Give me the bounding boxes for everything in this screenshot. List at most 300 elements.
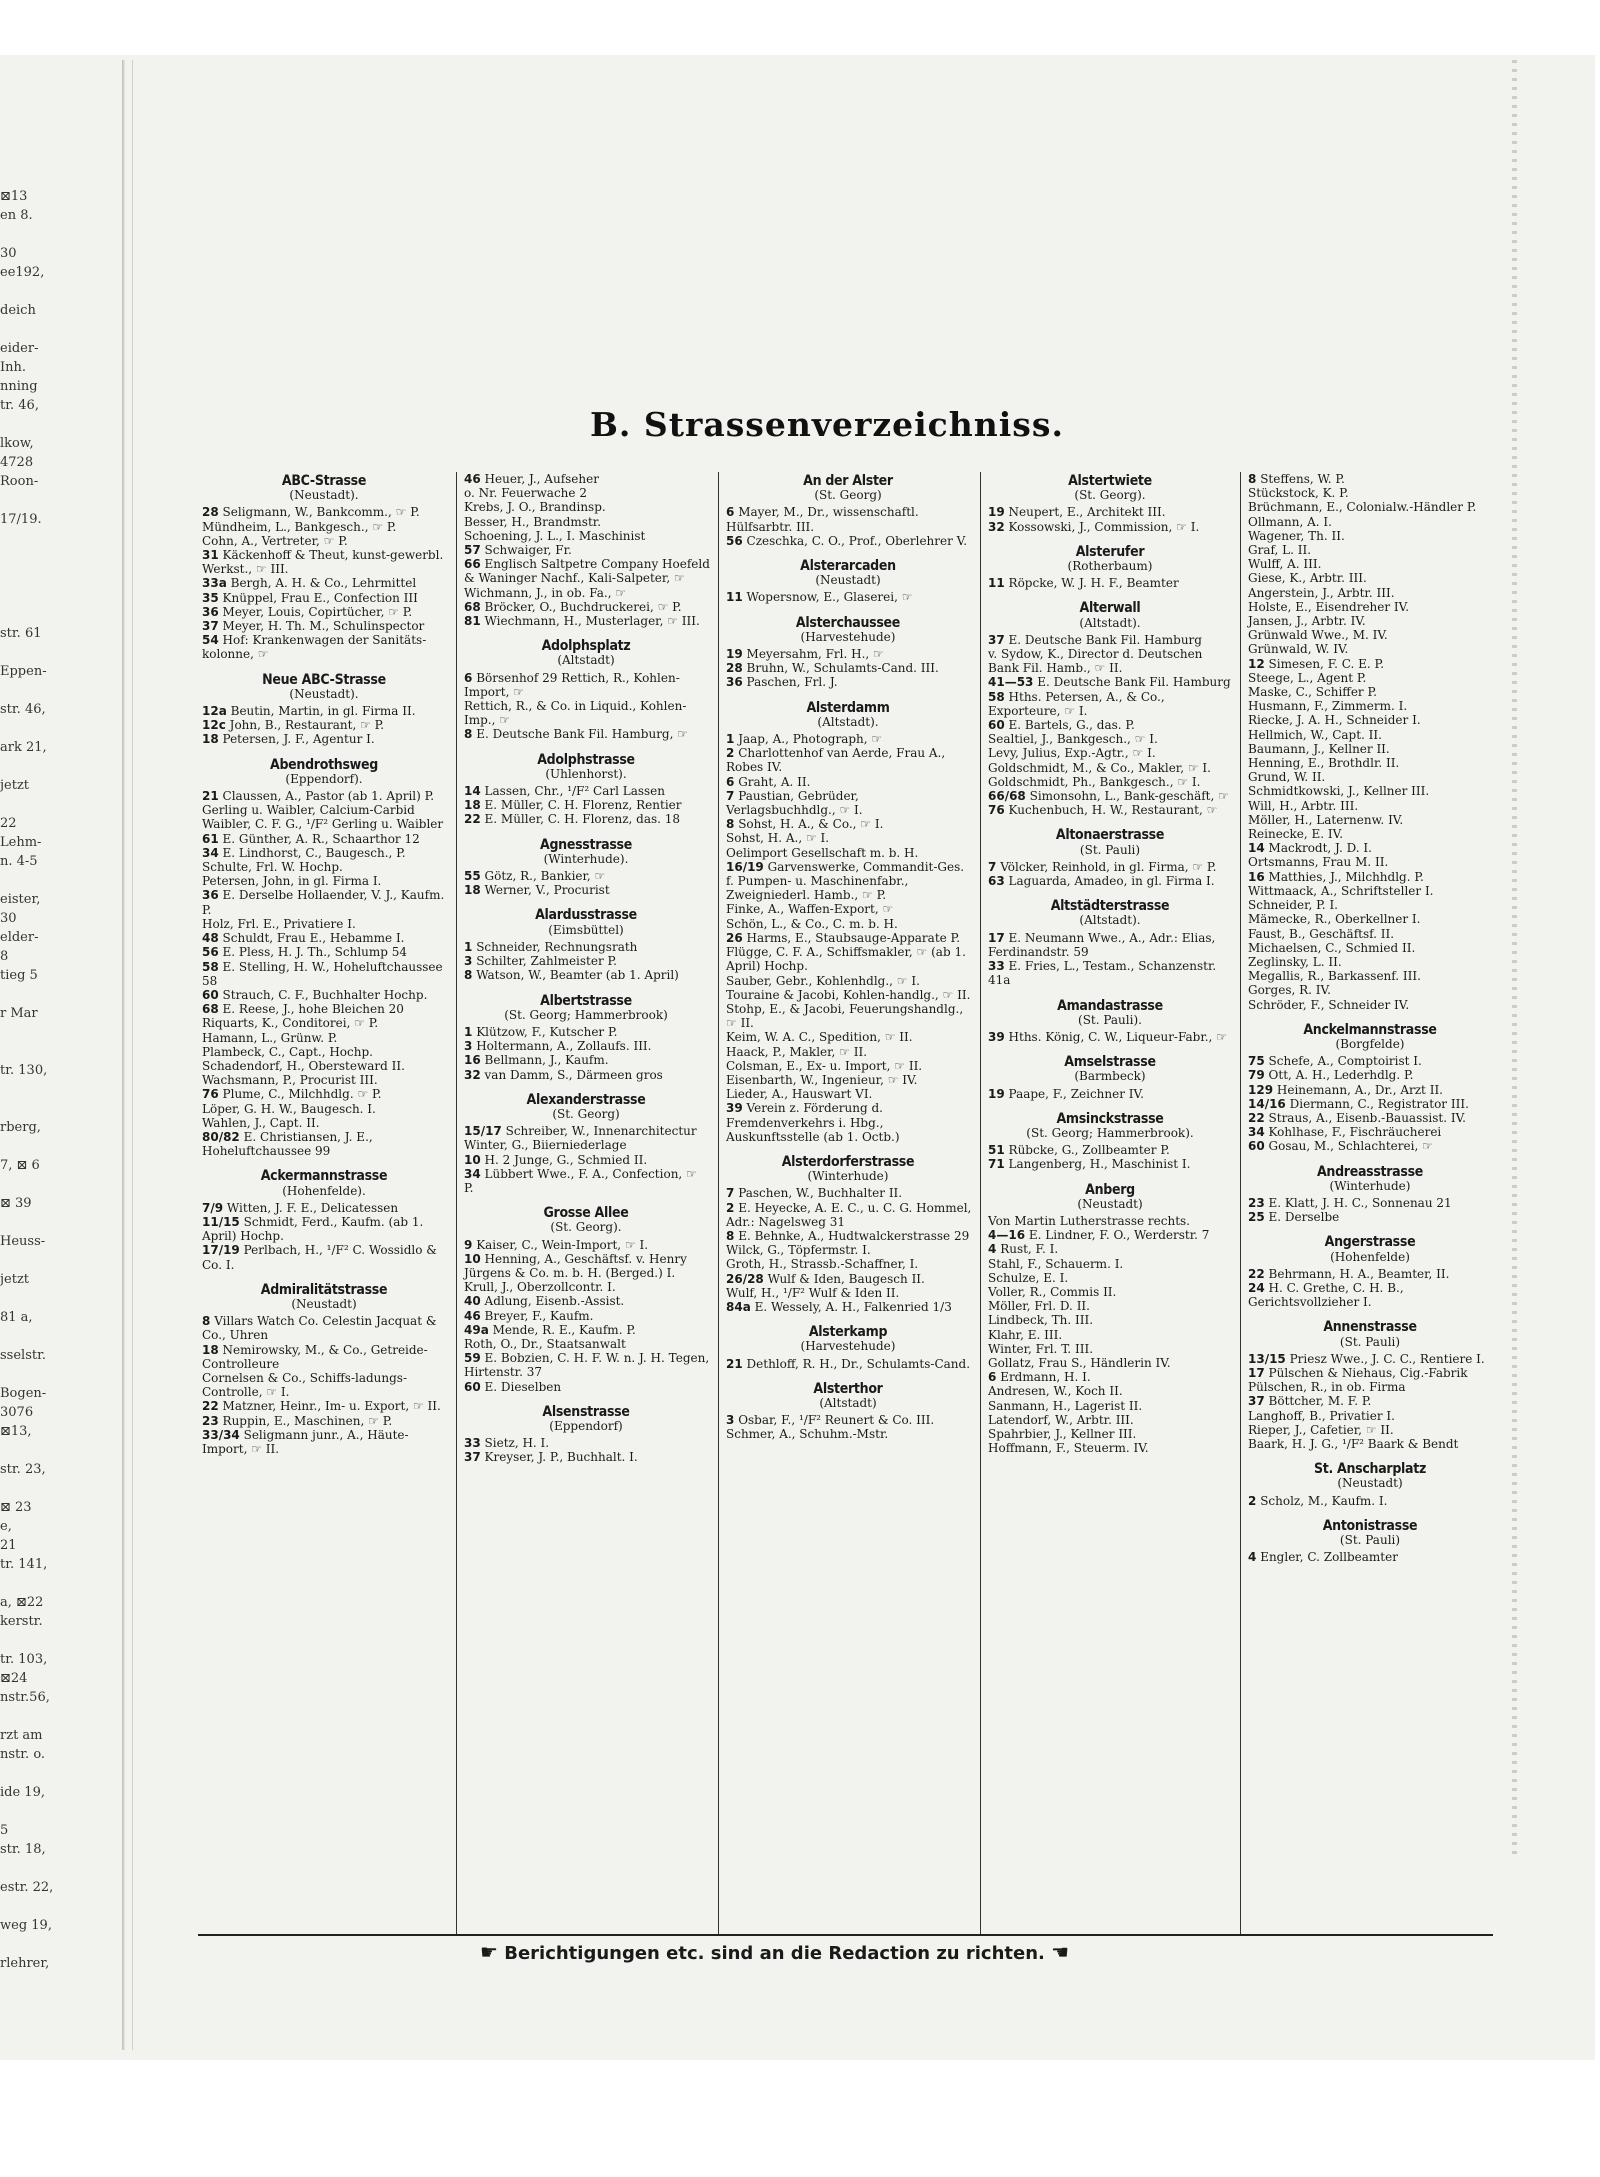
resident-text: Klützow, F., Kutscher P. <box>476 1024 618 1039</box>
fragment-line <box>0 606 78 625</box>
directory-entry <box>1244 486 1496 500</box>
fragment-line <box>0 150 78 169</box>
fragment-line: ark 21, <box>0 740 47 755</box>
directory-entry <box>198 633 450 661</box>
resident-text: Ollmann, A. I. <box>1248 514 1332 529</box>
directory-entry <box>1244 969 1496 983</box>
directory-entry <box>198 860 450 874</box>
directory-entry <box>722 860 974 903</box>
house-number: 84a <box>726 1299 751 1314</box>
directory-entry <box>198 1087 450 1101</box>
resident-text: Löper, G. H. W., Baugesch. I. <box>202 1101 376 1116</box>
directory-entry <box>198 1002 450 1016</box>
resident-text: Knüppel, Frau E., Confection III <box>222 590 418 605</box>
house-number: 18 <box>202 732 219 747</box>
directory-entry <box>1244 699 1496 713</box>
resident-text: Klahr, E. III. <box>988 1327 1063 1342</box>
resident-text: Strauch, C. F., Buchhalter Hochp. <box>222 987 428 1002</box>
footer-text: Berichtigungen etc. sind an die Redaction zu richten. <box>504 1943 1045 1964</box>
directory-entry <box>198 846 450 860</box>
directory-entry <box>198 1201 450 1215</box>
house-number: 57 <box>464 543 481 558</box>
house-number: 49a <box>464 1322 489 1337</box>
house-number: 14 <box>1248 841 1265 856</box>
street-heading: Neue ABC-Strasse <box>262 671 386 688</box>
house-number: 12a <box>202 704 227 719</box>
fragment-line: jetzt <box>0 778 30 793</box>
fragment-line <box>0 1575 78 1594</box>
directory-entry <box>722 931 974 945</box>
directory-entry <box>460 968 712 982</box>
directory-entry <box>984 1356 1236 1370</box>
house-number: 3 <box>464 954 473 969</box>
resident-text: Latendorf, W., Arbtr. III. <box>988 1412 1134 1427</box>
resident-text: Henning, A., Geschäftsf. v. Henry Jürgens & Co. m. b. H. (Berged.) I. <box>464 1251 687 1280</box>
resident-text: Bergh, A. H. & Co., Lehrmittel <box>230 576 417 591</box>
directory-entry <box>1244 586 1496 600</box>
district-label: (Altstadt). <box>817 714 879 729</box>
directory-entry <box>460 1337 712 1351</box>
resident-text: Lieder, A., Hauswart VI. <box>726 1087 873 1102</box>
house-number: 23 <box>202 1413 219 1428</box>
house-number: 129 <box>1248 1082 1274 1097</box>
directory-entry <box>460 1053 712 1067</box>
fragment-line: e, <box>0 1519 12 1534</box>
resident-text: Holtermann, A., Zollaufs. III. <box>476 1039 652 1054</box>
house-number: 17 <box>988 930 1005 945</box>
district-label: (Borgfelde) <box>1335 1036 1405 1051</box>
resident-text: Petersen, J. F., Agentur I. <box>222 732 375 747</box>
directory-entry <box>722 1045 974 1059</box>
directory-column-3 <box>722 472 974 1930</box>
resident-text: Plambeck, C., Capt., Hochp. <box>202 1044 373 1059</box>
resident-text: Schneider, Rechnungsrath <box>476 939 638 954</box>
house-number: 2 <box>726 1200 735 1215</box>
street-heading: Alstertwiete <box>1068 473 1152 489</box>
directory-entry <box>722 1101 974 1144</box>
resident-text: Besser, H., Brandmstr. <box>464 514 602 529</box>
resident-text: Ruppin, E., Maschinen, ☞ P. <box>222 1413 393 1428</box>
house-number: 76 <box>202 1087 219 1102</box>
resident-text: Stahl, F., Schauerm. I. <box>988 1256 1124 1271</box>
directory-entry <box>460 1138 712 1152</box>
fragment-line: str. 18, <box>0 1842 46 1857</box>
directory-entry <box>1244 870 1496 884</box>
directory-entry <box>460 1124 712 1138</box>
resident-text: Schmidtkowski, J., Kellner III. <box>1248 784 1430 799</box>
house-number: 8 <box>464 968 473 983</box>
house-number: 58 <box>202 959 219 974</box>
street-heading: Alsterchaussee <box>795 614 901 631</box>
resident-text: Gerling u. Waibler, Calcium-Carbid <box>202 803 415 818</box>
resident-text: E. Derselbe Hollaender, V. J., Kaufm. P. <box>202 888 445 917</box>
resident-text: Rieper, J., Cafetier, ☞ II. <box>1248 1422 1394 1437</box>
district-label: (St. Pauli). <box>1078 1012 1142 1027</box>
street-heading: Alardusstrasse <box>535 907 637 924</box>
resident-text: Charlottenhof van Aerde, Frau A., Robes IV. <box>726 746 946 775</box>
fragment-line: ee192, <box>0 265 45 280</box>
house-number: 81 <box>464 614 481 629</box>
house-number: 7/9 <box>202 1200 224 1215</box>
resident-text: Hoffmann, F., Steuerm. IV. <box>988 1441 1149 1456</box>
directory-entry <box>1244 813 1496 827</box>
street-heading: ABC-Strasse <box>281 473 367 489</box>
resident-text: Dethloff, R. H., Dr., Schulamts-Cand. <box>746 1356 971 1371</box>
resident-text: Lübbert Wwe., F. A., Confection, ☞ P. <box>464 1166 697 1195</box>
directory-entry <box>198 789 450 803</box>
resident-text: Simonsohn, L., Bank-geschäft, ☞ <box>1029 789 1229 804</box>
district-label: (Winterhude) <box>1329 1178 1411 1193</box>
house-number: 1 <box>726 732 735 747</box>
resident-text: Roth, O., Dr., Staatsanwalt <box>464 1336 626 1351</box>
resident-text: Schwaiger, Fr. <box>484 543 572 558</box>
directory-entry <box>198 548 450 576</box>
resident-text: Riquarts, K., Conditorei, ☞ P. <box>202 1016 379 1031</box>
fragment-line <box>0 1765 78 1784</box>
resident-text: Lassen, Chr., ¹/F² Carl Lassen <box>484 784 665 799</box>
resident-text: Oelimport Gesellschaft m. b. H. <box>726 845 919 860</box>
district-label: (Harvestehude) <box>800 629 896 644</box>
district-label: (St. Pauli) <box>1339 1533 1401 1548</box>
resident-text: Möller, H., Laternenw. IV. <box>1248 812 1404 827</box>
district-label: (Uhlenhorst). <box>545 766 627 781</box>
resident-text: Meyersahm, Frl. H., ☞ <box>746 647 884 662</box>
fragment-line: n. 4-5 <box>0 854 38 869</box>
resident-text: Giese, K., Arbtr. III. <box>1248 571 1367 586</box>
directory-entry <box>460 1436 712 1450</box>
resident-text: Scholz, M., Kaufm. I. <box>1260 1493 1388 1508</box>
resident-text: Gollatz, Frau S., Händlerin IV. <box>988 1355 1171 1370</box>
directory-entry <box>722 789 974 817</box>
directory-entry <box>198 605 450 619</box>
resident-text: Colsman, E., Ex- u. Import, ☞ II. <box>726 1058 923 1073</box>
resident-text: Adlung, Eisenb.-Assist. <box>484 1294 625 1309</box>
fragment-line: weg 19, <box>0 1918 52 1933</box>
directory-entry <box>198 1059 450 1073</box>
directory-entry <box>1244 855 1496 869</box>
directory-entry <box>984 505 1236 519</box>
house-number: 19 <box>726 647 743 662</box>
resident-text: Will, H., Arbtr. III. <box>1248 798 1359 813</box>
resident-text: Hamann, L., Grünw. P. <box>202 1030 338 1045</box>
house-number: 61 <box>202 831 219 846</box>
column-divider <box>1240 472 1241 1934</box>
resident-text: Käckenhoff & Theut, kunst-gewerbl. Werkst., ☞ III. <box>202 548 444 577</box>
resident-text: Sauber, Gebr., Kohlenhdlg., ☞ I. <box>726 973 920 988</box>
resident-text: Kreyser, J. P., Buchhalt. I. <box>484 1450 638 1465</box>
house-number: 34 <box>1248 1125 1265 1140</box>
street-heading: An der Alster <box>803 473 893 489</box>
resident-text: Goldschmidt, Ph., Bankgesch., ☞ I. <box>988 774 1201 789</box>
directory-entry <box>198 1102 450 1116</box>
resident-text: E. Günther, A. R., Schaarthor 12 <box>222 831 420 846</box>
directory-entry <box>722 1272 974 1286</box>
directory-entry <box>1244 941 1496 955</box>
resident-text: E. Deutsche Bank Fil. Hamburg <box>1008 632 1202 647</box>
directory-entry <box>460 1068 712 1082</box>
district-label: (Altstadt). <box>1079 615 1141 630</box>
resident-text: Schilter, Zahlmeister P. <box>476 954 617 969</box>
house-number: 12 <box>1248 656 1265 671</box>
district-label: (Eimsbüttel) <box>548 922 624 937</box>
directory-entry <box>1244 472 1496 486</box>
fragment-line: tr. 141, <box>0 1557 48 1572</box>
directory-entry <box>198 1399 450 1413</box>
house-number: 8 <box>464 727 473 742</box>
directory-entry <box>198 874 450 888</box>
house-number: 46 <box>464 472 481 486</box>
resident-text: Möller, Frl. D. II. <box>988 1299 1090 1314</box>
resident-text: Petersen, John, in gl. Firma I. <box>202 874 382 889</box>
fragment-line <box>0 1860 78 1879</box>
fragment-line <box>0 283 78 302</box>
house-number: 10 <box>464 1251 481 1266</box>
house-number: 71 <box>988 1157 1005 1172</box>
district-label: (Neustadt) <box>1077 1196 1143 1211</box>
fragment-line: nstr.56, <box>0 1690 50 1705</box>
house-number: 59 <box>464 1351 481 1366</box>
directory-entry <box>198 520 450 534</box>
district-label: (St. Georg) <box>814 488 882 503</box>
resident-text: Kaiser, C., Wein-Import, ☞ I. <box>476 1237 649 1252</box>
resident-text: Czeschka, C. O., Prof., Oberlehrer V. <box>746 533 968 548</box>
directory-entry <box>1244 1423 1496 1437</box>
fragment-line: 30 <box>0 246 17 261</box>
resident-text: Steege, L., Agent P. <box>1248 670 1367 685</box>
resident-text: Seligmann, W., Bankcomm., ☞ P. <box>222 505 420 520</box>
house-number: 60 <box>202 987 219 1002</box>
directory-entry <box>984 959 1236 987</box>
house-number: 14 <box>464 784 481 799</box>
directory-entry <box>460 798 712 812</box>
directory-entry <box>460 543 712 557</box>
directory-entry <box>1244 642 1496 656</box>
house-number: 22 <box>1248 1110 1265 1125</box>
directory-entry <box>1244 1125 1496 1139</box>
house-number: 37 <box>1248 1394 1265 1409</box>
resident-text: Eisenbarth, W., Ingenieur, ☞ IV. <box>726 1072 918 1087</box>
resident-text: Paustian, Gebrüder, Verlagsbuchhdlg., ☞ I. <box>726 788 863 818</box>
resident-text: Rettich, R., & Co. in Liquid., Kohlen-Imp., ☞ <box>464 699 687 728</box>
fragment-line: eister, <box>0 892 41 907</box>
resident-text: Witten, J. F. E., Delicatessen <box>226 1200 399 1215</box>
resident-text: Straus, A., Eisenb.-Bauassist. IV. <box>1268 1110 1466 1125</box>
house-number: 32 <box>464 1067 481 1082</box>
resident-text: Langenberg, H., Maschinist I. <box>1008 1157 1191 1172</box>
fragment-line <box>0 1176 78 1195</box>
fragment-line <box>0 587 78 606</box>
resident-text: Brüchmann, E., Colonialw.-Händler P. <box>1248 500 1477 515</box>
page-gutter-edge <box>132 60 133 2050</box>
resident-text: Wulf, H., ¹/F² Wulf & Iden II. <box>726 1285 900 1300</box>
fragment-line <box>0 1480 78 1499</box>
house-number: 19 <box>988 1086 1005 1101</box>
street-heading: Altonaerstrasse <box>1055 827 1165 844</box>
directory-entry <box>722 1427 974 1441</box>
resident-text: Jaap, A., Photograph, ☞ <box>738 732 883 747</box>
fragment-line <box>0 416 78 435</box>
resident-text: Rübcke, G., Zollbeamter P. <box>1008 1143 1170 1158</box>
directory-entry <box>198 1428 450 1456</box>
resident-text: Hellmich, W., Capt. II. <box>1248 727 1382 742</box>
house-number: 56 <box>726 533 743 548</box>
resident-text: Wichmann, J., in ob. Fa., ☞ <box>464 585 627 600</box>
resident-text: E. Wessely, A. H., Falkenried 1/3 <box>754 1299 952 1314</box>
fragment-line: Roon- <box>0 474 39 489</box>
resident-text: Michaelsen, C., Schmied II. <box>1248 940 1416 955</box>
house-number: 76 <box>988 803 1005 818</box>
fragment-line <box>0 568 78 587</box>
directory-entry <box>984 1257 1236 1271</box>
directory-entry <box>984 1299 1236 1313</box>
directory-entry <box>984 761 1236 775</box>
house-number: 7 <box>726 1186 735 1201</box>
fragment-line <box>0 549 78 568</box>
resident-text: Claussen, A., Pastor (ab 1. April) P. <box>222 789 435 804</box>
resident-text: Götz, R., Bankier, ☞ <box>484 869 606 884</box>
house-number: 33 <box>988 959 1005 974</box>
street-heading: Alsterdamm <box>806 699 890 716</box>
directory-entry <box>722 732 974 746</box>
resident-text: Andresen, W., Koch II. <box>988 1384 1123 1399</box>
resident-text: Schröder, F., Schneider IV. <box>1248 997 1410 1012</box>
house-number: 25 <box>1248 1210 1265 1225</box>
house-number: 18 <box>464 798 481 813</box>
directory-entry <box>1244 841 1496 855</box>
fragment-line <box>0 1328 78 1347</box>
directory-entry <box>984 520 1236 534</box>
resident-text: Graf, L. II. <box>1248 543 1312 558</box>
directory-entry <box>198 619 450 633</box>
fragment-line <box>0 1632 78 1651</box>
directory-entry <box>1244 756 1496 770</box>
house-number: 33 <box>464 1436 481 1451</box>
house-number: 2 <box>726 746 735 761</box>
resident-text: Touraine & Jacobi, Kohlen-handlg., ☞ II. <box>726 987 971 1002</box>
house-number: 22 <box>1248 1266 1265 1281</box>
directory-column-1 <box>198 472 450 1930</box>
resident-text: Börsenhof 29 Rettich, R., Kohlen-Import, ☞ <box>464 670 680 699</box>
directory-entry <box>722 647 974 661</box>
resident-text: Priesz Wwe., J. C. C., Rentiere I. <box>1289 1351 1485 1366</box>
house-number: 55 <box>464 869 481 884</box>
house-number: 16/19 <box>726 859 764 874</box>
directory-entry <box>1244 770 1496 784</box>
directory-entry <box>722 505 974 533</box>
resident-text: H. 2 Junge, G., Schmied II. <box>484 1152 648 1167</box>
fragment-line: 81 a, <box>0 1310 33 1325</box>
pointing-hand-icon: ☛ <box>480 1940 498 1964</box>
fragment-line: Bogen- <box>0 1386 47 1401</box>
house-number: 66/68 <box>988 789 1026 804</box>
resident-text: Schoening, J. L., I. Maschinist <box>464 528 646 543</box>
resident-text: Sealtiel, J., Bankgesch., ☞ I. <box>988 732 1158 747</box>
directory-entry <box>198 534 450 548</box>
directory-entry <box>198 1314 450 1342</box>
resident-text: E. Derselbe <box>1268 1210 1340 1225</box>
resident-text: Paschen, Frl. J. <box>746 675 838 690</box>
fragment-line: r Mar <box>0 1006 38 1021</box>
resident-text: E. Stelling, H. W., Hoheluftchaussee 58 <box>202 959 443 988</box>
street-heading: Altstädterstrasse <box>1050 898 1170 915</box>
resident-text: Rust, F. I. <box>1000 1242 1059 1257</box>
fragment-line: sselstr. <box>0 1348 47 1363</box>
fragment-line: 4728 <box>0 455 34 470</box>
directory-entry <box>1244 600 1496 614</box>
fragment-line <box>0 1043 78 1062</box>
directory-entry <box>722 1073 974 1087</box>
directory-entry <box>198 1116 450 1130</box>
resident-text: Holste, E., Eisendreher IV. <box>1248 599 1410 614</box>
directory-column-4 <box>984 472 1236 1930</box>
fragment-line: en 8. <box>0 208 33 223</box>
house-number: 36 <box>202 888 219 903</box>
fragment-line: 17/19. <box>0 512 42 527</box>
directory-entry <box>198 931 450 945</box>
directory-entry <box>198 1371 450 1399</box>
directory-entry <box>984 718 1236 732</box>
resident-text: Henning, E., Brothdlr. II. <box>1248 756 1400 771</box>
fragment-line <box>0 758 78 777</box>
fragment-line: Lehm- <box>0 835 42 850</box>
directory-entry <box>460 1238 712 1252</box>
resident-text: E. Lindhorst, C., Baugesch., P. <box>222 845 406 860</box>
resident-text: Gorges, R. IV. <box>1248 983 1331 998</box>
directory-entry <box>198 1073 450 1087</box>
directory-entry <box>722 1201 974 1229</box>
directory-entry <box>722 675 974 689</box>
house-number: 51 <box>988 1143 1005 1158</box>
fragment-line <box>0 1024 78 1043</box>
directory-entry <box>984 1427 1236 1441</box>
resident-text: Mende, R. E., Kaufm. P. <box>492 1322 636 1337</box>
fragment-line: Inh. <box>0 360 27 375</box>
house-number: 23 <box>1248 1195 1265 1210</box>
fragment-line: ⊠13, <box>0 1424 32 1439</box>
house-number: 4 <box>988 1242 997 1257</box>
district-label: (St. Pauli) <box>1339 1334 1401 1349</box>
page-gutter <box>122 60 125 2050</box>
resident-text: Wulf & Iden, Baugesch II. <box>767 1271 925 1286</box>
fragment-line <box>0 1214 78 1233</box>
fragment-line: ⊠ 39 <box>0 1196 32 1211</box>
directory-entry <box>1244 543 1496 557</box>
resident-text: Wittmaack, A., Schriftsteller I. <box>1248 883 1434 898</box>
resident-text: Waibler, C. F. G., ¹/F² Gerling u. Waibler <box>202 817 444 832</box>
directory-entry <box>984 1285 1236 1299</box>
directory-entry <box>1244 614 1496 628</box>
directory-entry <box>984 775 1236 789</box>
house-number: 3 <box>464 1039 473 1054</box>
column-divider <box>980 472 981 1934</box>
directory-entry <box>984 690 1236 718</box>
directory-entry <box>984 1328 1236 1342</box>
directory-entry <box>460 472 712 486</box>
directory-entry <box>198 988 450 1002</box>
directory-entry <box>722 846 974 860</box>
house-number: 36 <box>726 675 743 690</box>
directory-entry <box>460 784 712 798</box>
directory-entry <box>722 1059 974 1073</box>
directory-entry <box>984 1157 1236 1171</box>
house-number: 79 <box>1248 1068 1265 1083</box>
directory-entry <box>460 1294 712 1308</box>
directory-entry <box>1244 1550 1496 1564</box>
district-label: (Winterhude) <box>807 1169 889 1184</box>
resident-text: Nemirowsky, M., & Co., Getreide-Controlleure <box>202 1342 428 1371</box>
resident-text: Grünwald Wwe., M. IV. <box>1248 628 1388 643</box>
fragment-line: 22 <box>0 816 17 831</box>
